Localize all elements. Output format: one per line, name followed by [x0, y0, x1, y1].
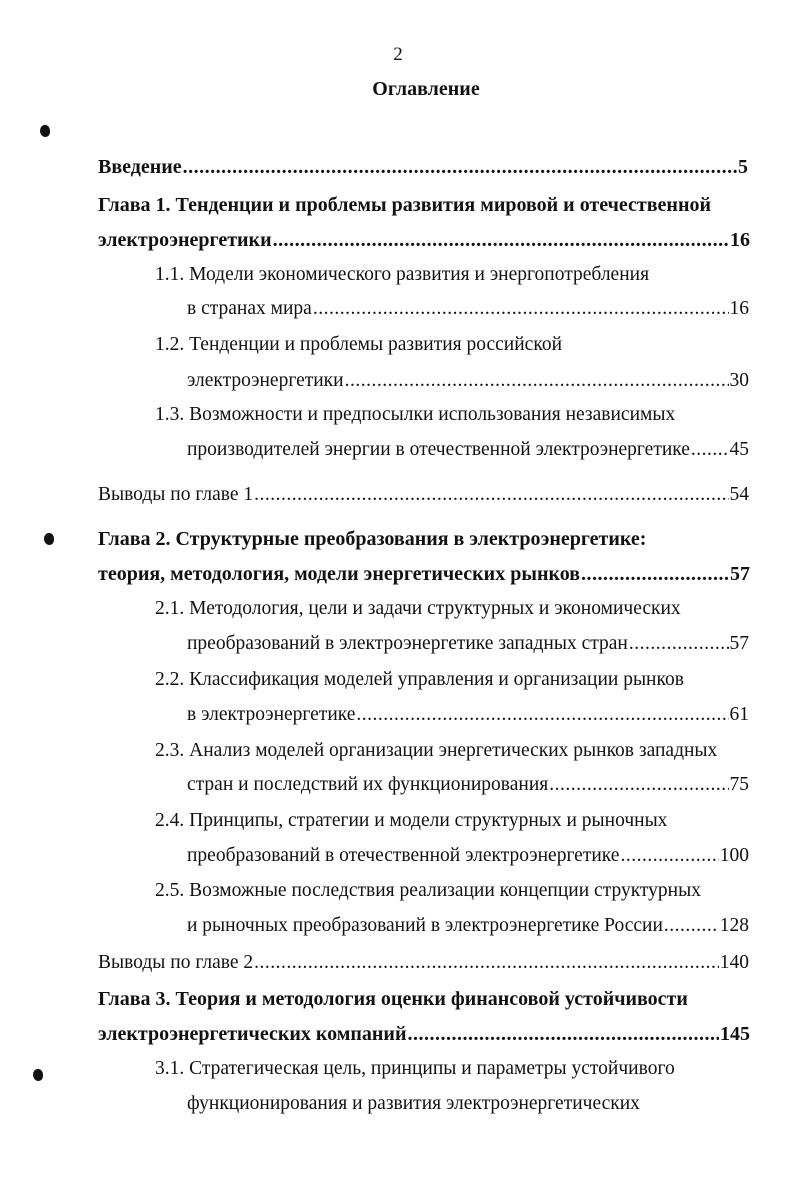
- toc-title: Оглавление: [372, 78, 480, 100]
- toc-intro: [98, 156, 748, 182]
- section-2-1-title-cont: преобразований в электроэнергетике западных стран: [187, 633, 628, 654]
- toc-conclusions-2: [98, 952, 749, 978]
- section-2-3-title: 2.3. Анализ моделей организации энергетических рынков западных: [155, 740, 718, 761]
- section-3-1-title-cont: функционирования и развития электроэнергетических: [187, 1093, 640, 1114]
- toc-section-2-3-line1: [155, 740, 717, 766]
- conclusions-1-page: 54: [729, 484, 749, 505]
- section-2-4-page: 100: [719, 845, 749, 866]
- toc-section-2-5-line2: [187, 915, 749, 941]
- page-number: 2: [393, 44, 403, 65]
- chapter-2-title-cont: теория, методология, модели энергетических рынков: [98, 563, 581, 585]
- chapter-3-title-cont: электроэнергетических компаний: [98, 1023, 407, 1045]
- section-2-4-title: 2.4. Принципы, стратегии и модели структурных и рыночных: [155, 810, 668, 831]
- dot-leader: [313, 298, 729, 320]
- dot-leader: [664, 915, 719, 937]
- toc-section-3-1-line2: [187, 1093, 640, 1119]
- dot-leader: [407, 1023, 719, 1046]
- dot-leader: [254, 484, 728, 506]
- chapter-2-title: Глава 2. Структурные преобразования в электроэнергетике:: [98, 528, 647, 550]
- toc-section-1-1-line1: [155, 264, 649, 290]
- section-1-1-page: 16: [729, 298, 749, 319]
- section-2-2-title-cont: в электроэнергетике: [187, 704, 356, 725]
- section-2-1-page: 57: [729, 633, 749, 654]
- section-2-1-title: 2.1. Методология, цели и задачи структурных и экономических: [155, 598, 681, 619]
- toc-chapter-2-line2: [98, 563, 750, 589]
- toc-section-2-1-line2: [187, 633, 749, 659]
- chapter-2-page: 57: [730, 563, 750, 585]
- toc-section-3-1-line1: [155, 1058, 675, 1084]
- toc-section-1-1-line2: [187, 298, 749, 324]
- dot-leader: [273, 229, 729, 252]
- chapter-1-title: Глава 1. Тенденции и проблемы развития мировой и отечественной: [98, 194, 711, 216]
- toc-chapter-2-line1: [98, 528, 646, 554]
- section-1-1-title-cont: в странах мира: [187, 298, 312, 319]
- section-2-2-page: 61: [729, 704, 749, 725]
- section-3-1-title: 3.1. Стратегическая цель, принципы и параметры устойчивого: [155, 1058, 675, 1079]
- section-1-2-title: 1.2. Тенденции и проблемы развития российской: [155, 334, 563, 355]
- section-2-2-title: 2.2. Классификация моделей управления и организации рынков: [155, 669, 684, 690]
- section-2-5-title-cont: и рыночных преобразований в электроэнергетике России: [187, 915, 663, 936]
- toc-section-2-5-line1: [155, 880, 701, 906]
- section-1-2-page: 30: [729, 370, 749, 391]
- dot-leader: [345, 370, 729, 392]
- section-1-2-title-cont: электроэнергетики: [187, 370, 344, 391]
- toc-intro-page: 5: [738, 156, 748, 178]
- scan-mark-3: [33, 1069, 43, 1081]
- toc-conclusions-1: [98, 484, 749, 510]
- toc-section-2-4-line1: [155, 810, 667, 836]
- section-2-3-page: 75: [729, 774, 749, 795]
- toc-chapter-1-line2: [98, 229, 750, 255]
- conclusions-2-page: 140: [719, 952, 749, 973]
- dot-leader: [183, 156, 737, 179]
- toc-intro-text: Введение: [98, 156, 182, 178]
- dot-leader: [581, 563, 729, 586]
- dot-leader: [254, 952, 719, 974]
- scan-mark-2: [44, 533, 54, 545]
- section-2-4-title-cont: преобразований в отечественной электроэнергетике: [187, 845, 620, 866]
- toc-section-2-2-line1: [155, 669, 684, 695]
- toc-chapter-1-line1: [98, 194, 711, 220]
- dot-leader: [549, 774, 728, 796]
- chapter-1-title-cont: электроэнергетики: [98, 229, 272, 251]
- toc-section-2-4-line2: [187, 845, 749, 871]
- chapter-3-title: Глава 3. Теория и методология оценки финансовой устойчивости: [98, 988, 688, 1010]
- dot-leader: [629, 633, 729, 655]
- section-1-1-title: 1.1. Модели экономического развития и энергопотребления: [155, 264, 650, 285]
- conclusions-1-title: Выводы по главе 1: [98, 484, 254, 505]
- section-1-3-title: 1.3. Возможности и предпосылки использования независимых: [155, 404, 676, 425]
- section-1-3-title-cont: производителей энергии в отечественной электроэнергетике: [187, 439, 690, 460]
- toc-section-2-2-line2: [187, 704, 749, 730]
- scan-mark-1: [40, 125, 50, 137]
- toc-section-2-3-line2: [187, 774, 749, 800]
- toc-section-2-1-line1: [155, 598, 681, 624]
- toc-section-1-3-line2: [187, 439, 749, 465]
- dot-leader: [620, 845, 718, 867]
- toc-chapter-3-line2: [98, 1023, 750, 1049]
- section-1-3-page: 45: [729, 439, 749, 460]
- toc-chapter-3-line1: [98, 988, 688, 1014]
- toc-section-1-2-line1: [155, 334, 562, 360]
- section-2-5-page: 128: [719, 915, 749, 936]
- section-2-3-title-cont: стран и последствий их функционирования: [187, 774, 549, 795]
- dot-leader: [691, 439, 729, 461]
- conclusions-2-title: Выводы по главе 2: [98, 952, 254, 973]
- chapter-1-page: 16: [730, 229, 750, 251]
- dot-leader: [356, 704, 728, 726]
- toc-section-1-2-line2: [187, 370, 749, 396]
- chapter-3-page: 145: [720, 1023, 750, 1045]
- section-2-5-title: 2.5. Возможные последствия реализации концепции структурных: [155, 880, 701, 901]
- toc-section-1-3-line1: [155, 404, 675, 430]
